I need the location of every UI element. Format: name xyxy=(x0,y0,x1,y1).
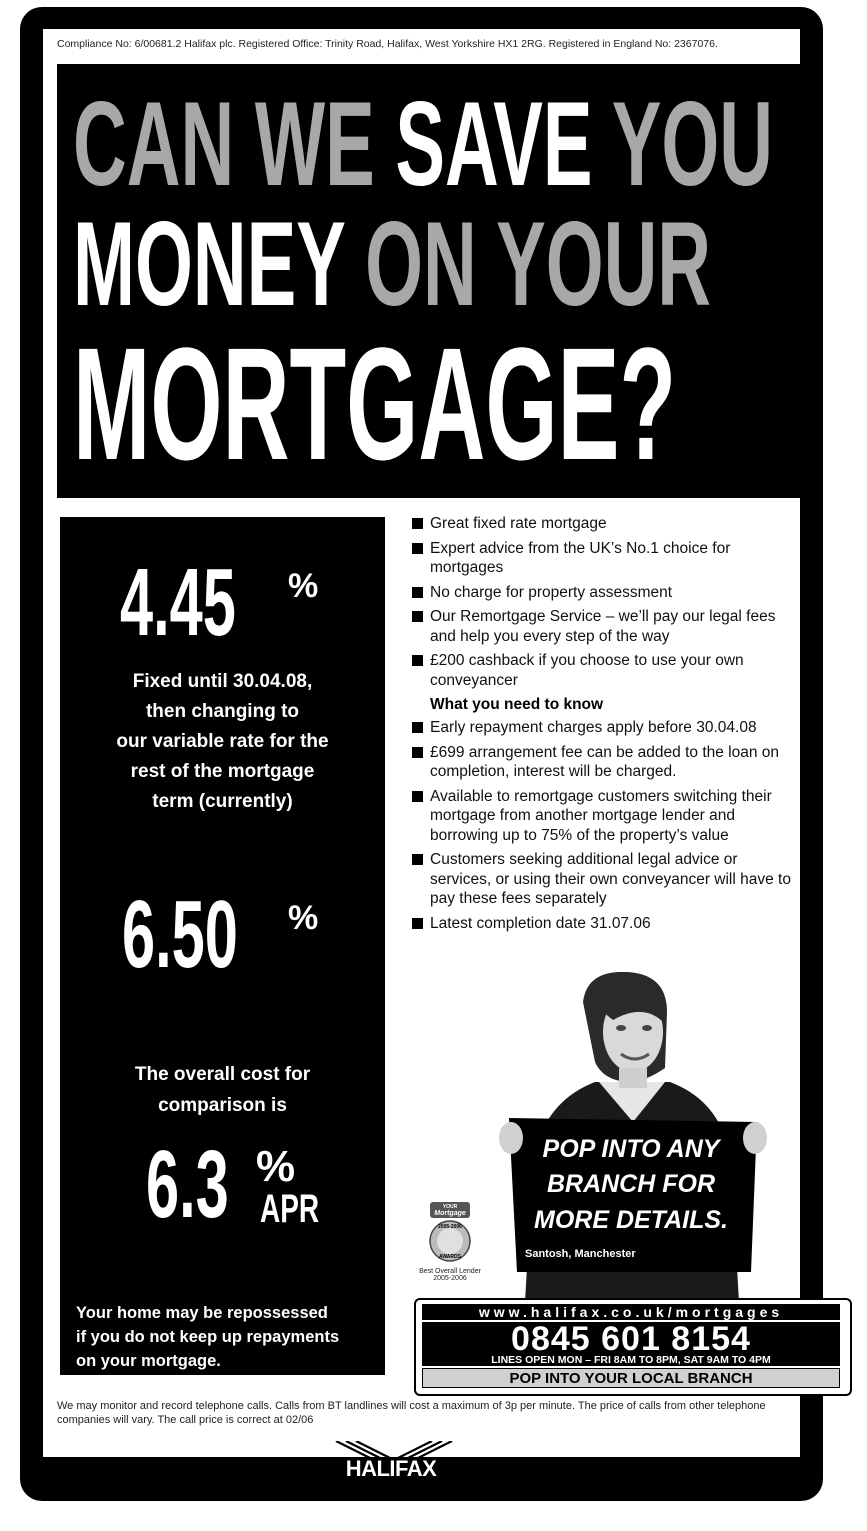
bullet-square-icon xyxy=(412,543,423,554)
condition-item: £699 arrangement fee can be added to the loan on completion, interest will be charged. xyxy=(412,743,797,782)
headline-block xyxy=(57,64,800,498)
phone-box xyxy=(422,1322,840,1366)
condition-item: Available to remortgage customers switching their mortgage from another mortgage lender and borrowing up to 75% of the property’s value xyxy=(412,787,797,846)
staff-photo xyxy=(495,972,770,1302)
bullet-square-icon xyxy=(412,611,423,622)
benefit-item: Our Remortgage Service – we’ll pay our legal fees and help you every step of the way xyxy=(412,607,797,646)
call-charges-footnote: We may monitor and record telephone calls. Calls from BT landlines will cost a maximum of 3p per minute. The price of calls from other telephone companies will vary. The call price is correct at 02/06 xyxy=(57,1400,766,1426)
opening-hours: LINES OPEN MON – FRI 8AM TO 8PM, SAT 9AM TO 4PM xyxy=(491,1354,771,1366)
headline-word-on-your: ON YOUR xyxy=(365,197,712,331)
headline-word-you: YOU xyxy=(611,77,774,211)
apr-label: APR xyxy=(260,1187,320,1231)
benefit-item: £200 cashback if you choose to use your own conveyancer xyxy=(412,651,797,690)
repossession-warning: Your home may be repossessed if you do not keep up repayments on your mortgage. xyxy=(76,1304,340,1370)
condition-item: Latest completion date 31.07.06 xyxy=(412,914,797,934)
condition-item: Early repayment charges apply before 30.04.08 xyxy=(412,718,797,738)
bullet-square-icon xyxy=(412,655,423,666)
initial-rate-percent: % xyxy=(288,567,319,605)
bullet-square-icon xyxy=(412,918,423,929)
headline-word-save: SAVE xyxy=(395,77,593,211)
svg-text:2005-2006: 2005-2006 xyxy=(438,1224,462,1230)
sign-line-2: BRANCH FOR xyxy=(546,1170,716,1198)
sign-caption: Santosh, Manchester xyxy=(525,1248,636,1260)
award-medal-icon xyxy=(414,1196,486,1266)
apr-value: 6.3 xyxy=(146,1131,229,1238)
apr-percent: % xyxy=(256,1142,296,1191)
headline-line-2 xyxy=(73,197,712,331)
feature-list xyxy=(412,514,797,938)
branch-banner: POP INTO YOUR LOCAL BRANCH xyxy=(422,1368,840,1388)
bullet-square-icon xyxy=(412,587,423,598)
headline-word-money: MONEY xyxy=(73,197,345,331)
bullet-square-icon xyxy=(412,722,423,733)
need-to-know-heading: What you need to know xyxy=(430,696,604,713)
benefit-item: No charge for property assessment xyxy=(412,583,797,603)
award-caption: Best Overall Lender 2005-2006 xyxy=(419,1268,481,1282)
headline-word-can-we: CAN WE xyxy=(73,77,375,211)
bullet-square-icon xyxy=(412,791,423,802)
condition-item: Customers seeking additional legal advice or services, or using their own conveyancer will have to pay these fees separately xyxy=(412,850,797,909)
bullet-square-icon xyxy=(412,747,423,758)
sign-line-1: POP INTO ANY xyxy=(542,1135,720,1163)
brand-tagline: Always giving you extra xyxy=(466,1456,694,1479)
svg-text:Mortgage: Mortgage xyxy=(434,1210,466,1217)
phone-number[interactable]: 0845 601 8154 xyxy=(511,1320,751,1358)
halifax-logo: HALIFAX xyxy=(326,1457,456,1481)
svg-text:AWARDS: AWARDS xyxy=(439,1254,461,1260)
variable-rate-value: 6.50 xyxy=(122,881,238,988)
bullet-square-icon xyxy=(412,854,423,865)
contact-box xyxy=(414,1298,852,1396)
rate-panel xyxy=(60,517,385,1375)
bullet-square-icon xyxy=(412,518,423,529)
sign-line-3: MORE DETAILS. xyxy=(534,1206,728,1234)
benefit-item: Expert advice from the UK’s No.1 choice for mortgages xyxy=(412,539,797,578)
benefit-item: Great fixed rate mortgage xyxy=(412,514,797,534)
svg-text:YOUR: YOUR xyxy=(442,1204,458,1210)
headline-word-mortgage: MORTGAGE? xyxy=(73,314,677,493)
award-badge xyxy=(414,1196,486,1282)
variable-rate-percent: % xyxy=(288,899,319,937)
fixed-until-text: Fixed until 30.04.08, then changing to our variable rate for the rest of the mortgage term (currently) xyxy=(116,671,329,812)
initial-rate-value: 4.45 xyxy=(120,549,236,656)
comparison-text: The overall cost for comparison is xyxy=(134,1064,311,1116)
website-link[interactable]: www.halifax.co.uk/mortgages xyxy=(422,1304,840,1320)
compliance-notice: Compliance No: 6/00681.2 Halifax plc. Registered Office: Trinity Road, Halifax, West Yorkshire HX1 2RG. Registered in England No: 2367076. xyxy=(57,38,718,50)
headline-line-1 xyxy=(73,77,774,211)
